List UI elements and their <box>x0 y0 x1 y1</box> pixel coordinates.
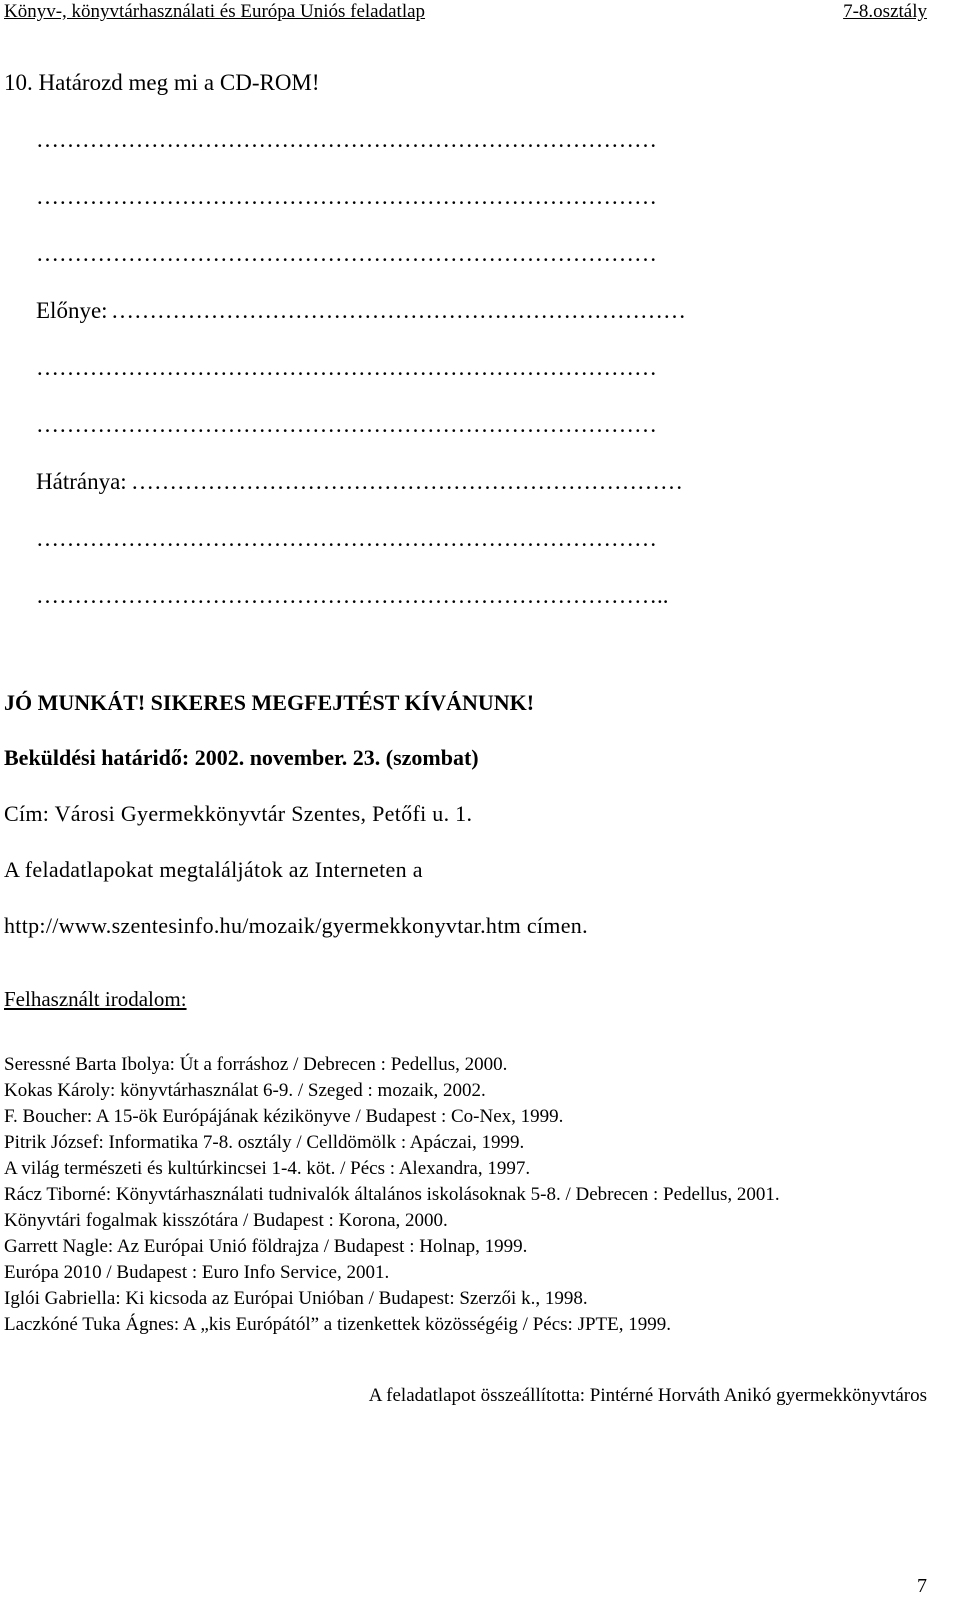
literature-item: Pitrik József: Informatika 7-8. osztály / Celldömölk : Apáczai, 1999. <box>4 1132 525 1153</box>
advantage-line-2: ……………………………………………………………………… <box>36 355 657 380</box>
answer-line-3: ……………………………………………………………………… <box>36 241 657 266</box>
advantage-line: ………………………………………………………………… <box>111 298 686 323</box>
literature-item: Garrett Nagle: Az Európai Unió földrajza / Budapest : Holnap, 1999. <box>4 1236 528 1257</box>
credit-text: A feladatlapot összeállította: Pintérné Horváth Anikó gyermekkönyvtáros <box>368 1385 927 1406</box>
literature-item: Seressné Barta Ibolya: Út a forráshoz / Debrecen : Pedellus, 2000. <box>4 1054 508 1075</box>
page-number: 7 <box>917 1575 927 1597</box>
literature-item: Iglói Gabriella: Ki kicsoda az Európai Unióban / Budapest: Szerzői k., 1998. <box>4 1288 588 1309</box>
literature-item: Könyvtári fogalmak kisszótára / Budapest : Korona, 2000. <box>4 1210 448 1231</box>
answer-line-2: ……………………………………………………………………… <box>36 184 657 209</box>
internet-text: A feladatlapokat megtaláljátok az Interneten a <box>4 857 423 882</box>
literature-item: Laczkóné Tuka Ágnes: A „kis Európától” a tizenkettek közösségéig / Pécs: JPTE, 1999. <box>4 1314 671 1335</box>
disadvantage-label: Hátránya: <box>36 469 127 494</box>
disadvantage-line-3: ……………………………………………………………………….. <box>36 583 669 608</box>
good-luck-text: JÓ MUNKÁT! SIKERES MEGFEJTÉST KÍVÁNUNK! <box>4 690 535 715</box>
advantage-label: Előnye: <box>36 298 108 323</box>
literature-item: F. Boucher: A 15-ök Európájának kézikönyve / Budapest : Co-Nex, 1999. <box>4 1106 564 1127</box>
disadvantage-line: ……………………………………………………………… <box>131 469 683 494</box>
literature-title: Felhasznált irodalom: <box>4 987 187 1011</box>
question-text: 10. Határozd meg mi a CD-ROM! <box>4 70 320 95</box>
literature-item: Európa 2010 / Budapest : Euro Info Service, 2001. <box>4 1262 390 1283</box>
literature-item: A világ természeti és kultúrkincsei 1-4. köt. / Pécs : Alexandra, 1997. <box>4 1158 531 1179</box>
header-title: Könyv-, könyvtárhasználati és Európa Uniós feladatlap <box>4 1 426 22</box>
literature-item: Kokas Károly: könyvtárhasználat 6-9. / Szeged : mozaik, 2002. <box>4 1080 486 1101</box>
header-class: 7-8.osztály <box>843 1 927 22</box>
address-text: Cím: Városi Gyermekkönyvtár Szentes, Petőfi u. 1. <box>4 801 473 826</box>
literature-item: Rácz Tiborné: Könyvtárhasználati tudnivalók általános iskolásoknak 5-8. / Debrecen : Pedellus, 2001. <box>4 1184 780 1205</box>
answer-line-1: ……………………………………………………………………… <box>36 127 657 152</box>
advantage-line-3: ……………………………………………………………………… <box>36 412 657 437</box>
disadvantage-line-2: ……………………………………………………………………… <box>36 526 657 551</box>
url-text: http://www.szentesinfo.hu/mozaik/gyermekkonyvtar.htm címen. <box>4 913 588 938</box>
deadline-text: Beküldési határidő: 2002. november. 23. (szombat) <box>4 745 479 770</box>
